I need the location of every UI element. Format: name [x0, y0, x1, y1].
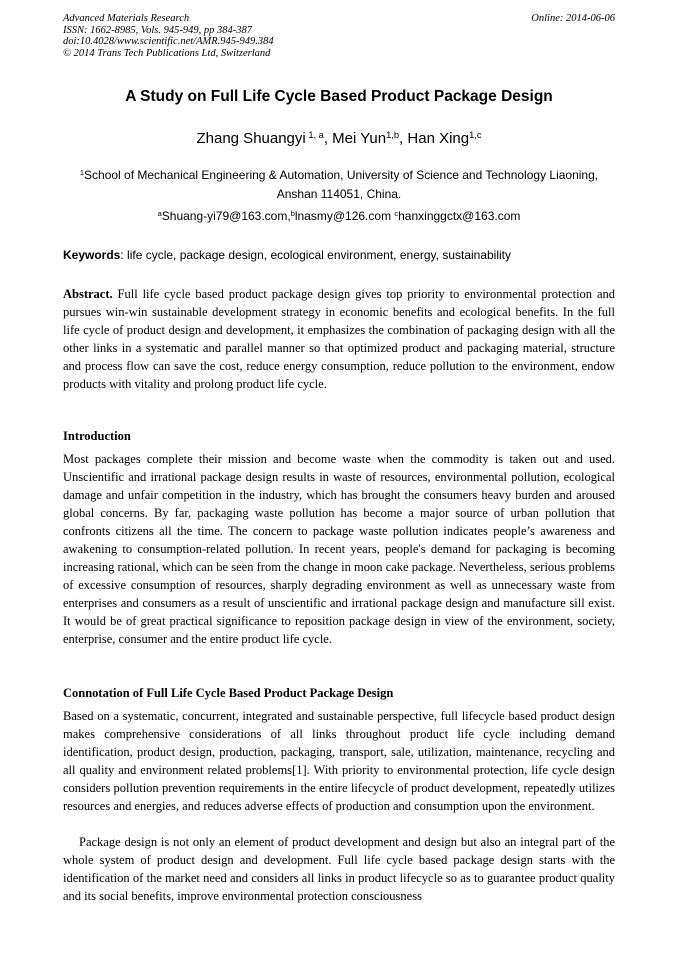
abstract-text: Full life cycle based product package design gives top priority to environmental protection and pursues win-win sustainable development strategy in economic benefits and ecological benefits. In the full life cycle of product design and development, it emphasizes the combination of packaging design with all the other links in a systematic and parallel manner so that optimized product and packaging material, structure and process flow can save the cost, reduce energy consumption, reduce pollution to the environment, endow products with vitality and prolong product life cycle. [63, 287, 615, 391]
abstract [63, 285, 615, 393]
journal-header [63, 13, 615, 59]
copyright-line: © 2014 Trans Tech Publications Ltd, Switzerland [63, 47, 271, 59]
affiliation-line-2: Anshan 114051, China. [276, 187, 402, 201]
author-separator: , [323, 130, 333, 147]
abstract-label: Abstract. [63, 287, 113, 301]
introduction-heading: Introduction [63, 429, 131, 443]
journal-name: Advanced Materials Research [63, 13, 190, 24]
author-affiliation-mark: 1,b [386, 129, 400, 140]
issn-line: ISSN: 1662-8985, Vols. 945-949, pp 384-387 [63, 24, 252, 36]
email-address[interactable]: lnasmy@126.com [294, 209, 395, 223]
connotation-paragraph-2: Package design is not only an element of product development and design but also an integral part of the whole system of product design and development. Full life cycle based package design starts with the identification of the market need and considers all links in product lifecycle so as to guarantee product quality and its social benefits, improve environmental protection consciousness [63, 835, 615, 903]
email-separator: , [287, 209, 291, 223]
affiliation [63, 166, 615, 204]
author-name: Mei Yun [332, 130, 387, 147]
introduction-paragraph: Most packages complete their mission and become waste when the commodity is taken out and used. Unscientific and irrational package design results in waste of resources, environmental pollution, ecological damage and unfair competition in the industry, which has brought the consumers heavy burden and aroused global concerns. By far, packaging waste pollution has become a major source of urban pollution that confronts citizens all the time. The concern to package waste pollution indicates people’s awareness and awakening to consumption-related pollution. In recent years, people's demand for packaging is becoming increasing rational, which can be seen from the change in moon cake package. Nevertheless, serious problems of excessive consumption of resources, sharply degrading environment as well as unnecessary waste from enterprises and consumers as a result of unscientific and irrational package design and manufacture sill exist. It would be of great practical significance to reposition package design in view of the environment, society, enterprise, consumer and the entire product life cycle. [63, 452, 615, 646]
author-list [30, 130, 648, 147]
paper-title: A Study on Full Life Cycle Based Product Package Design [125, 88, 553, 105]
author-separator: , [399, 130, 408, 147]
email-address[interactable]: Shuang-yi79@163.com [161, 209, 288, 223]
online-date: Online: 2014-06-06 [531, 13, 615, 24]
affiliation-line-1: School of Mechanical Engineering & Automation, University of Science and Technology Liaoning, [84, 168, 599, 182]
author-affiliation-mark: 1,c [469, 129, 482, 140]
keywords [63, 248, 615, 262]
author-name: Zhang Shuangyi [196, 130, 306, 147]
author-name: Han Xing [407, 130, 470, 147]
email-address[interactable]: hanxinggctx@163.com [398, 209, 521, 223]
keywords-text: : life cycle, package design, ecological environment, energy, sustainability [120, 248, 512, 262]
email-mark: a [157, 208, 162, 218]
doi-line: doi:10.4028/www.scientific.net/AMR.945-949.384 [63, 36, 274, 47]
email-mark: b [290, 208, 295, 218]
email-mark: c [394, 208, 399, 218]
keywords-label: Keywords [63, 248, 121, 262]
affiliation-mark: 1 [79, 167, 85, 177]
author-affiliation-mark: 1, a [305, 129, 324, 140]
connotation-heading: Connotation of Full Life Cycle Based Product Package Design [63, 686, 394, 700]
connotation-paragraph-1: Based on a systematic, concurrent, integrated and sustainable perspective, full lifecycle based product design makes comprehensive considerations of all links throughout product life cycle including demand identification, product design, production, packaging, transport, sale, utilization, maintenance, recycling and all quality and environment related problems[1]. With priority to environmental protection, life cycle design considers pollution prevention requirements in the entire lifecycle of product development, repeatedly utilizes resources and energies, and reduces adverse effects of production and consumption upon the environment. [63, 709, 615, 813]
email-list [30, 209, 648, 223]
